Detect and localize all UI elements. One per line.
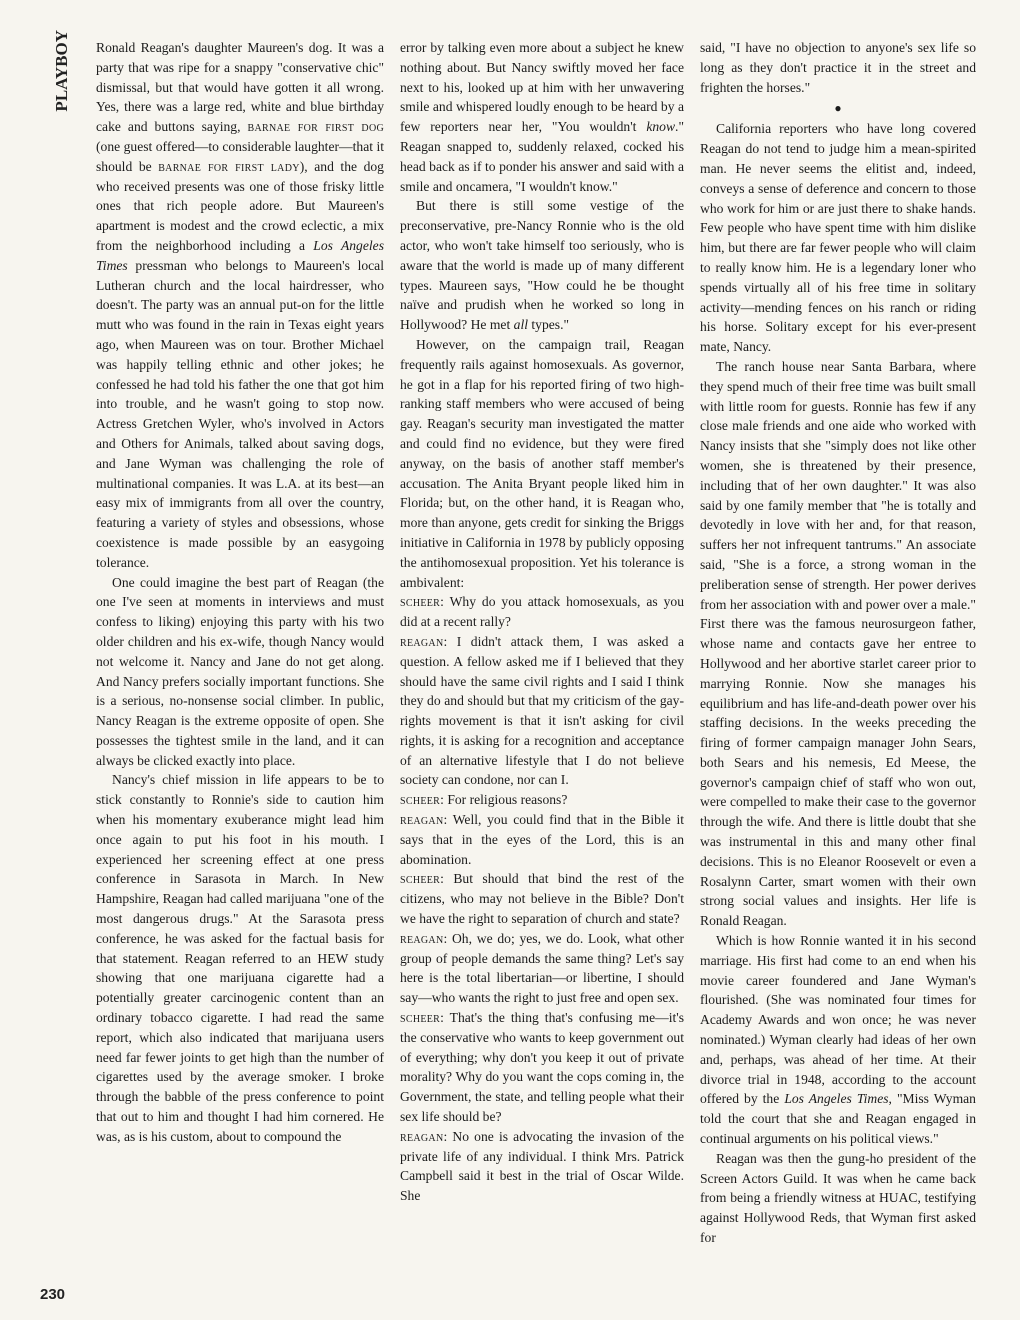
article-column-1	[96, 38, 384, 1300]
text-run: However, on the campaign trail, Reagan frequently rails against homosexuals. As governor, he got in a flap for his reported firing of two high-ranking staff members who were accused of being gay. Reagan's security man investigated the matter and could find no evidence, but they were fired anyway, on the basis of another staff member's accusation. The Anita Bryant people liked him in Florida; but, on the other hand, it is Reagan who, more than anyone, gets credit for sinking the Briggs initiative in California in 1978 by publicly opposing the antihomosexual proposition. Yet his tolerance is ambivalent:	[400, 336, 684, 590]
text-run: (one guest offered—to considerable laughter—that it should be	[96, 138, 384, 174]
text-run: ●	[834, 101, 842, 116]
masthead-playboy: PLAYBOY	[52, 30, 71, 112]
text-run: , "Miss Wyman told the court that she and Reagan engaged in continual arguments on his political views."	[700, 1091, 976, 1147]
interview-exchange	[400, 869, 684, 928]
article-paragraph	[96, 573, 384, 771]
page-number: 230	[40, 1286, 66, 1303]
interview-exchange	[400, 632, 684, 790]
small-caps-text: barnae for first lady	[158, 158, 300, 174]
small-caps-text: scheer	[400, 1010, 441, 1026]
small-caps-text: reagan	[400, 633, 444, 649]
interview-exchange	[400, 592, 684, 632]
text-run: : But should that bind the rest of the citizens, who may not believe in the Bible? Don't we have the right to separation of church and state?	[400, 871, 684, 927]
text-run: Which is how Ronnie wanted it in his second marriage. His first had come to an end when his movie career foundered and Jane Wyman's flourished. (She was nominated four times for Academy Awards and won once; he was never nominated.) Wyman clearly had ideas of her own and, perhaps, was ahead of her time. At their divorce trial in 1948, according to the account offered by the	[700, 933, 976, 1107]
article-paragraph	[700, 931, 976, 1149]
text-run: Reagan was then the gung-ho president of the Screen Actors Guild. It was when he came back from being a friendly witness at HUAC, testifying against Hollywood Reds, that Wyman first asked for	[700, 1150, 976, 1246]
text-run: error by talking even more about a subject he knew nothing about. But Nancy swiftly moved her face next to his, looked up at him with her unwavering smile and whispered loudly enough to be heard by a few reporters near her, "You wouldn't	[400, 40, 684, 135]
article-paragraph	[700, 38, 976, 97]
article-paragraph	[400, 196, 684, 335]
small-caps-text: reagan	[400, 930, 444, 946]
interview-exchange	[400, 1127, 684, 1206]
text-run: : That's the thing that's confusing me—it's the conservative who wants to keep government out of everything; why don't you keep it out of private morality? Why do you want the cops coming in, the Government, the state, and telling people what their sex life should be?	[400, 1010, 684, 1125]
article-paragraph	[700, 1149, 976, 1248]
article-paragraph	[400, 335, 684, 592]
article-paragraph	[700, 119, 976, 357]
small-caps-text: scheer	[400, 594, 441, 610]
small-caps-text: scheer	[400, 871, 441, 887]
text-run: But there is still some vestige of the preconservative, pre-Nancy Ronnie who is the old actor, who won't take himself too seriously, who is aware that the world is made up of many different types. Maureen says, "How could he be thought naïve and prudish when he worked so long in Hollywood? He met	[400, 198, 684, 333]
italic-text: know	[646, 119, 676, 135]
interview-exchange	[400, 1008, 684, 1127]
italic-text: Los Angeles Times	[784, 1091, 889, 1107]
text-run: ), and the dog who received presents was one of those frisky little ones that rich people adore. But Maureen's apartment is modest and the crowd eclectic, a mix from the neighborhood including a	[96, 158, 384, 253]
text-run: : Oh, we do; yes, we do. Look, what other group of people demands the same thing? Let's say here is the total libertarian—or libertine, I should say—who wants the right to just free and open sex.	[400, 930, 684, 1006]
article-column-3	[700, 38, 976, 1300]
article-paragraph	[700, 357, 976, 931]
text-run: California reporters who have long covered Reagan do not tend to judge him a mean-spirited man. He never seems the elitist and, indeed, conveys a sense of deference and concern to those who work for him or are just there to shake hands. Few people who have spent time with him dislike him, but there are far fewer people who will claim to really know him. He is a legendary loner who spends virtually all of his free time in solitary activity—mending fences on his ranch or riding his horse. Solitary except for his ever-present mate, Nancy.	[700, 121, 976, 355]
text-run: Ronald Reagan's daughter Maureen's dog. It was a party that was ripe for a snappy "conservative chic" dismissal, but that would have gotten it all wrong. Yes, there was a large red, white and blue birthday cake and buttons saying,	[96, 40, 384, 135]
text-run: pressman who belongs to Maureen's local Lutheran church and the local hairdresser, who doesn't. The party was an annual put-on for the little mutt who was found in the rain in Texas eight years ago, when Maureen was on tour. Brother Michael was happily telling ethnic and other jokes; he confessed he had told his father the one that got him into trouble, and he wasn't going to stop now. Actress Gretchen Wyler, who's involved in Actors and Others for Animals, talked about saving dogs, and Jane Wyman was challenging the role of multinational companies. It was L.A. at its best—an easy mix of immigrants from all over the country, featuring a variety of styles and obsessions, whose coexistence is made possible by an easygoing tolerance.	[96, 257, 384, 570]
text-run: : For religious reasons?	[440, 792, 568, 808]
text-run: ." Reagan snapped to, suddenly relaxed, cocked his head back as if to ponder his answer and said with a smile and oncamera, "I wouldn't know."	[400, 119, 684, 194]
small-caps-text: reagan	[400, 812, 444, 828]
article-paragraph	[96, 38, 384, 573]
small-caps-text: scheer	[400, 792, 441, 808]
article-paragraph	[96, 770, 384, 1146]
italic-text: all	[513, 317, 528, 333]
article-column-2	[400, 38, 684, 1300]
interview-exchange	[400, 790, 684, 810]
small-caps-text: reagan	[400, 1128, 444, 1144]
interview-exchange	[400, 929, 684, 1008]
text-run: Nancy's chief mission in life appears to be to stick constantly to Ronnie's side to caution him when his momentary exuberance might lead him once again to put his foot in his mouth. I experienced her screening effect at one press conference in Sarasota in March. In New Hampshire, Reagan had called marijuana "one of the most dangerous drugs." At the Sarasota press conference, he was asked for the factual basis for that statement. Reagan referred to an HEW study showing that one marijuana cigarette had a potentially greater carcinogenic content than an ordinary tobacco cigarette. I had read the same report, which also indicated that marijuana users need far fewer joints to get high than the number of cigarettes used by the average smoker. I broke through the babble of the press conference to point that out to him and thought I had him cornered. He was, as is his custom, about to compound the	[96, 772, 384, 1144]
small-caps-text: barnae for first dog	[247, 119, 384, 135]
text-run: : Well, you could find that in the Bible it says that in the eyes of the Lord, this is an abomination.	[400, 812, 684, 867]
text-run: : I didn't attack them, I was asked a question. A fellow asked me if I believed that they should have the same civil rights and I said I think they do and should but that my criticism of the gay-rights movement is that it isn't asking for civil rights, it is asking for a recognition and acceptance of an alternative lifestyle that I do not believe society can condone, nor can I.	[400, 633, 684, 788]
section-break-bullet	[700, 97, 976, 119]
text-run: : Why do you attack homosexuals, as you did at a recent rally?	[400, 594, 684, 630]
italic-text: Los Angeles Times	[96, 237, 384, 273]
text-run: One could imagine the best part of Reagan (the one I've seen at moments in interviews and must confess to liking) enjoying this party with his two older children and his ex-wife, though Nancy would not welcome it. Nancy and Jane do not get along. And Nancy prefers socially important functions. She is a serious, no-nonsense social climber. In public, Nancy Reagan is the extreme opposite of open. She possesses the tightest smile in the land, and it can always be clicked exactly into place.	[96, 574, 384, 768]
text-run: The ranch house near Santa Barbara, where they spend much of their free time was built small with little room for guests. Ronnie has few if any close male friends and one aide who worked with Nancy insists that she "simply does not like other women, she is threatened by their presence, including that of her own daughter." It was also said by one family member that "he is totally and devotedly in love with her and, for that reason, suffers her not infrequent tantrums." An associate said, "She is a force, a strong woman in the preliberation sense of strength. Her power derives from her association with and power over a male." First there was the famous neurosurgeon father, whose name and contacts gave her entree to Hollywood and her abortive starlet career prior to marrying Ronnie. Now she manages his equilibrium and has life-and-death power over his staffing decisions. In the weeks preceding the firing of former campaign manager John Sears, both Sears and his nemesis, Ed Meese, the governor's campaign chief of staff who won out, were compelled to make their case to the governor through the wife. And there is little doubt that she was instrumental in this and many other final decisions. This is no Eleanor Roosevelt or even a Rosalynn Carter, smart women with their own strong social values and insights. Her life is Ronald Reagan.	[700, 358, 976, 929]
text-run: types."	[528, 317, 570, 333]
article-paragraph	[400, 38, 684, 196]
interview-exchange	[400, 810, 684, 869]
text-run: : No one is advocating the invasion of the private life of any individual. I think Mrs. Patrick Campbell said it best in the trial of Oscar Wilde. She	[400, 1128, 684, 1204]
text-run: said, "I have no objection to anyone's sex life so long as they don't practice it in the street and frighten the horses."	[700, 40, 976, 95]
